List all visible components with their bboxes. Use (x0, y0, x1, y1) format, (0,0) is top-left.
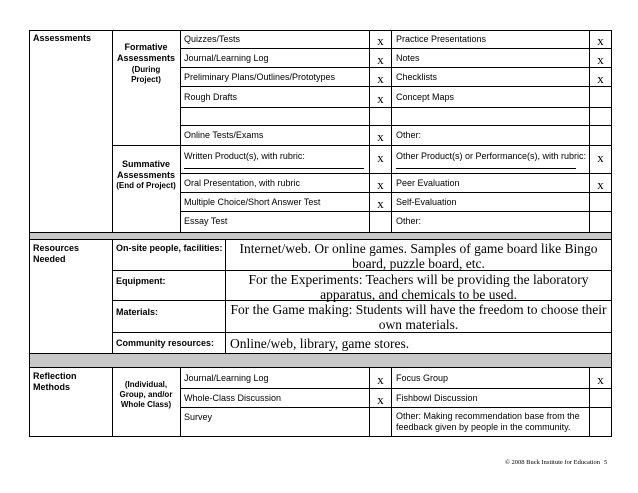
assessment-option: Peer Evaluation (396, 178, 460, 188)
reflection-option: Survey (184, 412, 213, 422)
assessment-option: Notes (396, 53, 420, 63)
resource-label: Materials: (116, 307, 159, 317)
summative-assessments-label: Summative Assessments (116, 159, 176, 180)
assessment-option: Written Product(s), with rubric: (184, 151, 305, 161)
assessment-option: Journal/Learning Log (184, 53, 269, 63)
resource-label: Community resources: (116, 338, 215, 348)
assessment-option: Other Product(s) or Performance(s), with rubric: (396, 151, 587, 161)
assessment-option: Other: (396, 130, 422, 140)
assessment-option: Essay Test (184, 216, 228, 226)
reflection-option: Other: Making recommendation base from the feedback given by people in the community. (396, 411, 580, 432)
page-number: 5 (604, 459, 608, 466)
resource-answer: Internet/web. Or online games. Samples of game board like Bingo board, puzzle board, etc. (239, 241, 598, 271)
assessment-check-mark: x (377, 91, 384, 106)
assessment-option: Practice Presentations (396, 34, 487, 44)
reflection-check-mark: x (377, 392, 384, 407)
assessment-check-mark: x (377, 129, 384, 144)
reflection-option: Whole-Class Discussion (184, 393, 282, 403)
section-divider-band (29, 353, 611, 367)
assessment-option: Quizzes/Tests (184, 34, 241, 44)
assessment-option: Self-Evaluation (396, 197, 457, 207)
assessment-check-mark: x (377, 150, 384, 165)
resource-label: On-site people, facilities: (116, 243, 223, 253)
resource-label: Equipment: (116, 276, 166, 286)
reflection-heading: Reflection Methods (33, 371, 77, 392)
reflection-check-mark: x (597, 372, 604, 387)
assessment-check-mark: x (377, 177, 384, 192)
resource-answer: For the Game making: Students will have the freedom to choose their own materials. (230, 302, 607, 332)
assessment-check-mark: x (377, 52, 384, 67)
assessment-check-mark: x (597, 150, 604, 165)
assessment-check-mark: x (597, 33, 604, 48)
assessment-check-mark: x (597, 71, 604, 86)
rubric-underline (184, 168, 364, 169)
section-divider-band (29, 232, 611, 239)
formative-assessments-label: Formative Assessments (116, 42, 176, 63)
resource-answer: Online/web, library, game stores. (230, 336, 410, 351)
assessment-option: Rough Drafts (184, 92, 238, 102)
assessment-check-mark: x (377, 71, 384, 86)
reflection-check-mark: x (377, 372, 384, 387)
assessments-heading: Assessments (33, 33, 92, 43)
reflection-option: Journal/Learning Log (184, 373, 269, 383)
assessment-option: Oral Presentation, with rubric (184, 178, 301, 188)
summative-assessments-sublabel: (End of Project) (116, 181, 176, 190)
assessment-check-mark: x (597, 177, 604, 192)
assessment-check-mark: x (377, 33, 384, 48)
reflection-option: Focus Group (396, 373, 449, 383)
reflection-sublabel: (Individual, Group, and/or Whole Class) (119, 380, 173, 409)
assessment-option: Multiple Choice/Short Answer Test (184, 197, 321, 207)
assessment-option: Preliminary Plans/Outlines/Prototypes (184, 72, 336, 82)
rubric-underline (396, 168, 576, 169)
assessment-option: Online Tests/Exams (184, 130, 264, 140)
assessment-option: Checklists (396, 72, 438, 82)
resources-heading: Resources Needed (33, 243, 80, 264)
assessment-option: Other: (396, 216, 422, 226)
formative-assessments-sublabel: (During Project) (131, 65, 161, 84)
reflection-option: Fishbowl Discussion (396, 393, 478, 403)
assessment-check-mark: x (377, 196, 384, 211)
assessment-check-mark: x (597, 52, 604, 67)
resource-answer: For the Experiments: Teachers will be providing the laboratory apparatus, and chemicals to be used. (248, 272, 589, 302)
assessment-option: Concept Maps (396, 92, 455, 102)
footer-copyright: © 2008 Buck Institute for Education (504, 459, 600, 466)
